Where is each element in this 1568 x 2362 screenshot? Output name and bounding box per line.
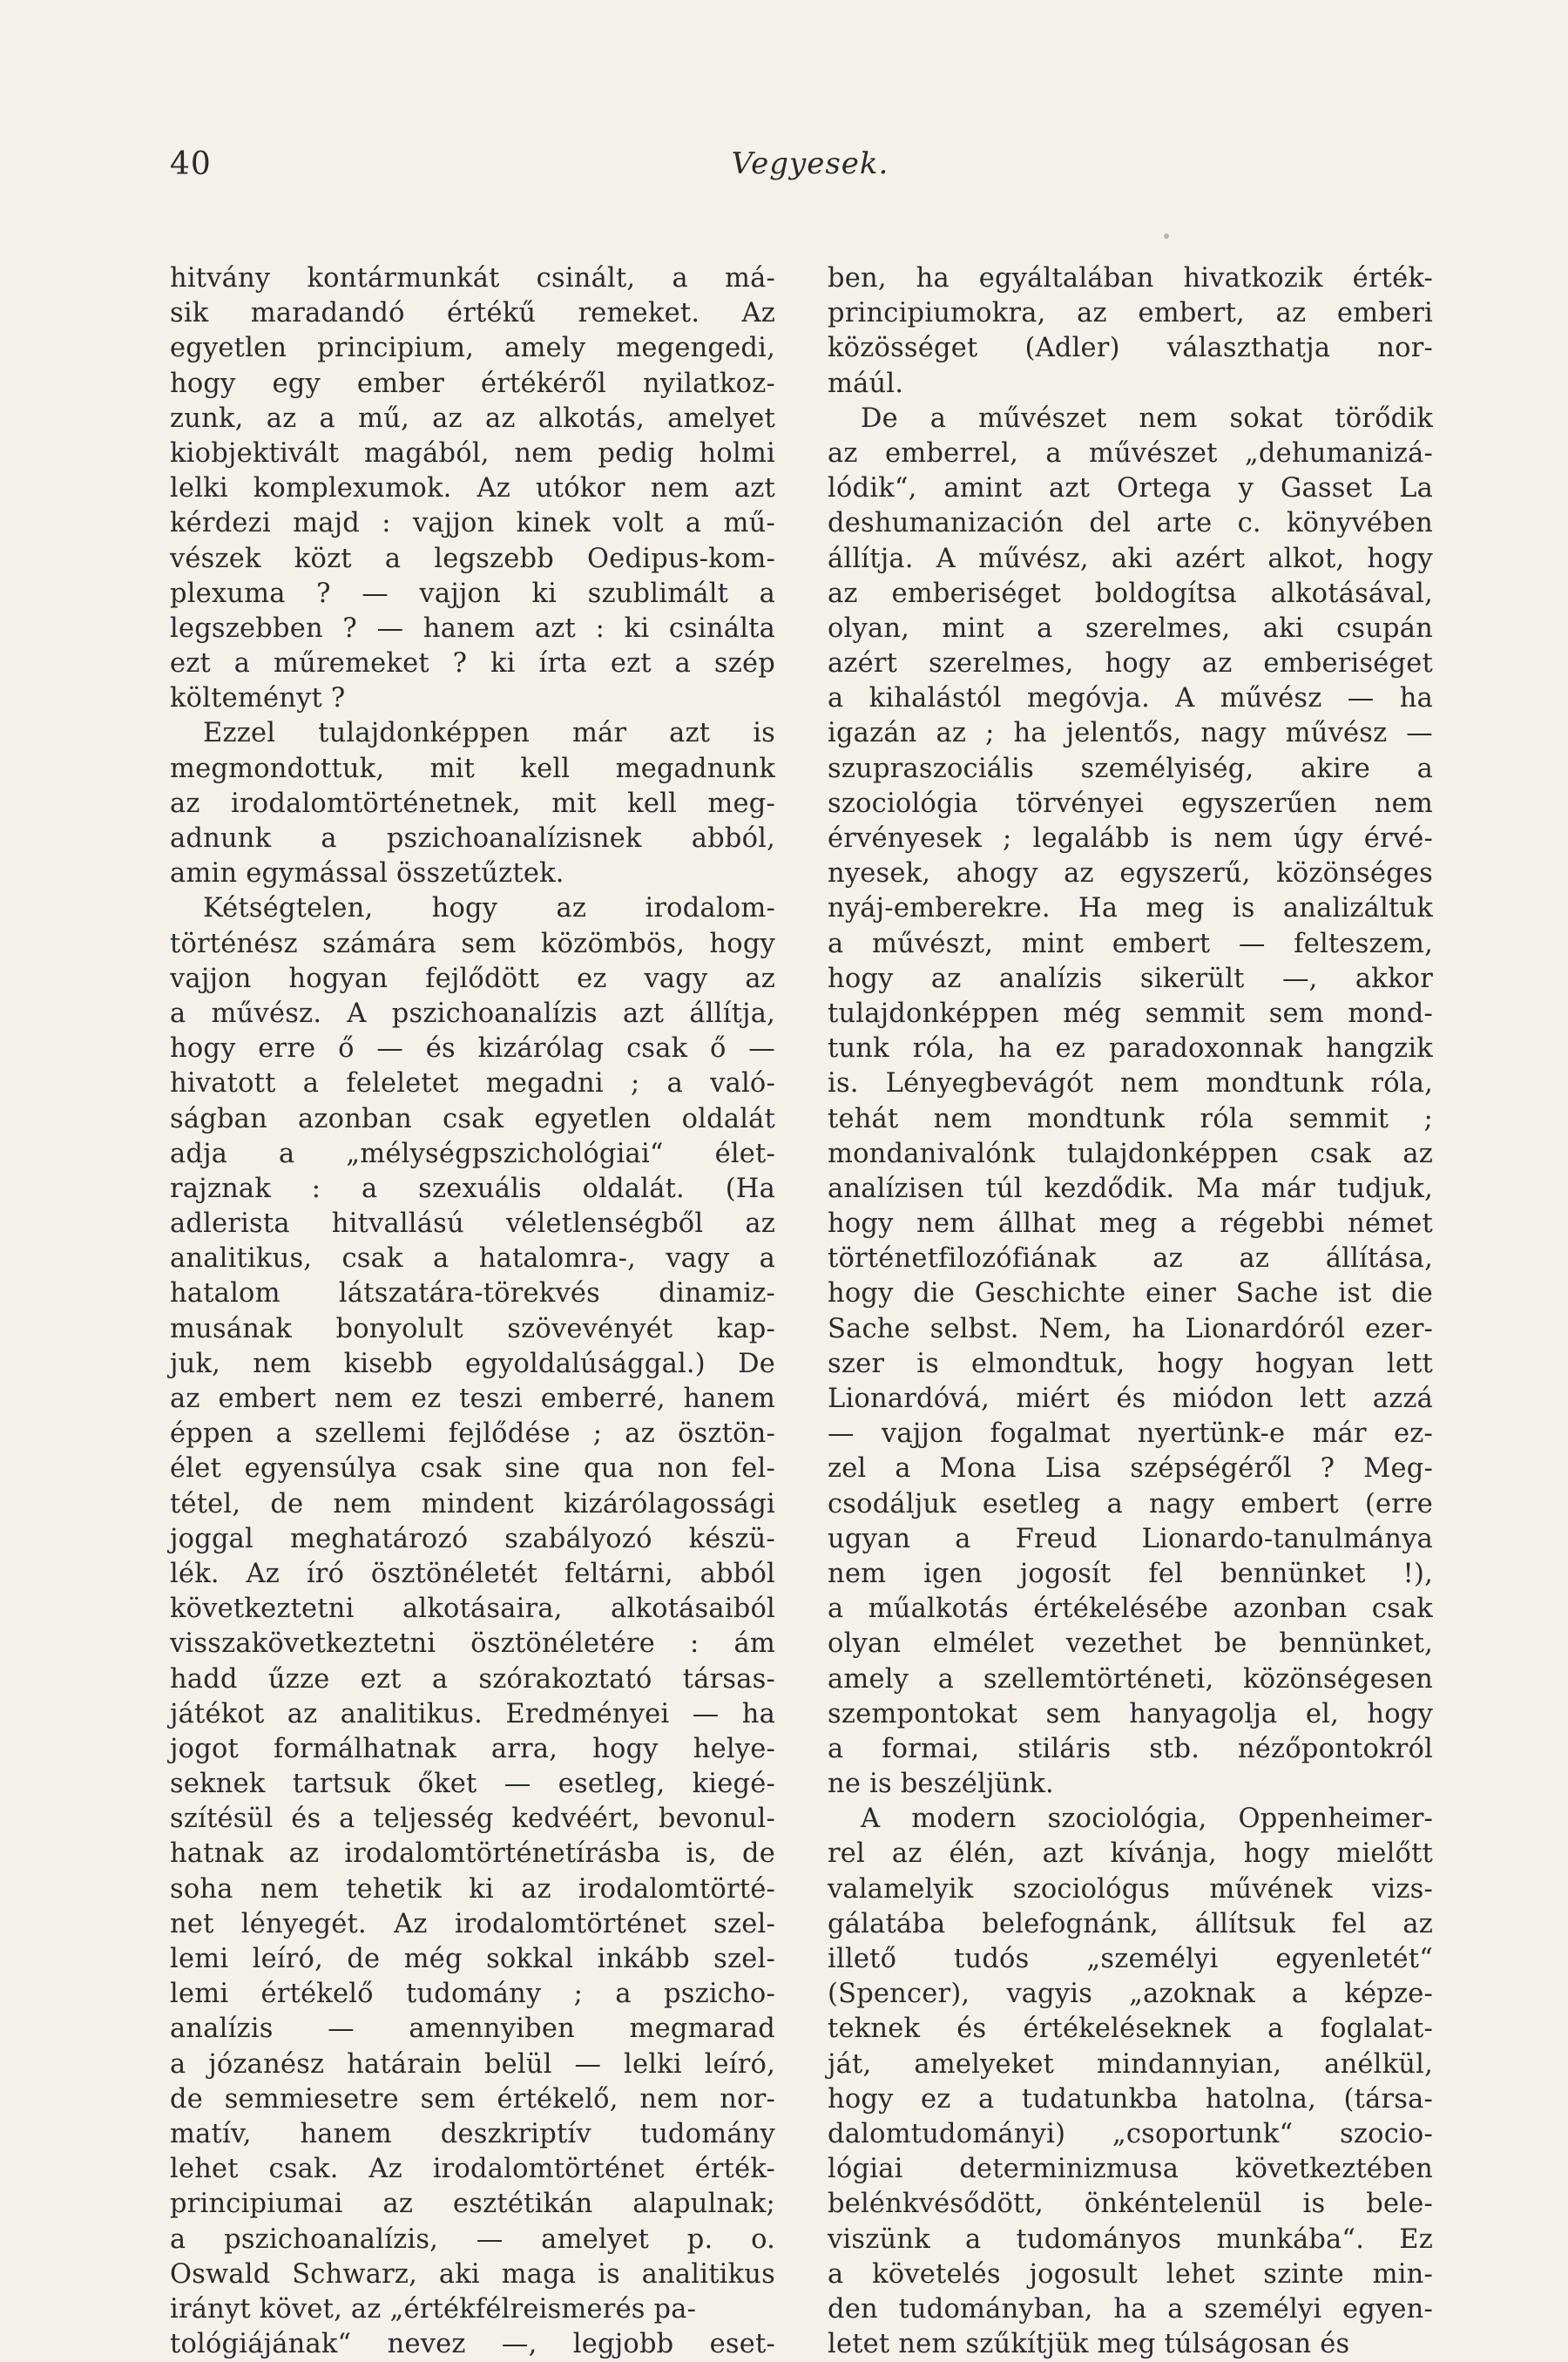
text-line: De a művészet nem sokat törődik <box>861 403 1433 434</box>
text-line: hogy ez a tudatunkba hatolna, (társa- <box>828 2083 1433 2115</box>
text-line: (Spencer), vagyis „azoknak a képze- <box>828 1979 1433 2010</box>
text-line: tunk róla, ha ez paradoxonnak hangzik <box>828 1033 1433 1065</box>
text-line: lógiai determinizmusa következtében <box>828 2154 1433 2185</box>
text-line: szer is elmondtuk, hogy hogyan lett <box>828 1348 1433 1379</box>
text-line: soha nem tehetik ki az irodalomtörté- <box>170 1873 775 1905</box>
text-line: szítésül és a teljesség kedvéért, bevonul- <box>170 1804 775 1835</box>
text-line: kérdezi majd : vajjon kinek volt a mű- <box>170 508 775 539</box>
text-line: költeményt ? <box>170 683 346 714</box>
text-line: élet egyensúlya csak sine qua non fel- <box>170 1453 775 1485</box>
text-line: hogy egy ember értékéről nyilatkoz- <box>170 368 775 399</box>
text-line: közösséget (Adler) választhatja nor- <box>828 333 1433 364</box>
text-line: Sache selbst. Nem, ha Lionardóról ezer- <box>828 1313 1433 1344</box>
text-line: hadd űzze ezt a szórakoztató társas- <box>170 1663 775 1695</box>
text-line: legszebben ? — hanem azt : ki csinálta <box>170 612 775 644</box>
text-line: Kétségtelen, hogy az irodalom- <box>203 893 775 924</box>
text-line: nyesek, ahogy az egyszerű, közönséges <box>828 858 1433 890</box>
text-line: érvényesek ; legalább is nem úgy érvé- <box>828 823 1433 854</box>
text-line: szupraszociális személyiség, akire a <box>828 753 1433 784</box>
text-line: — vajjon fogalmat nyertünk-e már ez- <box>828 1418 1433 1450</box>
text-line: joggal meghatározó szabályozó készü- <box>170 1523 775 1554</box>
text-line: játékot az analitikus. Eredményei — ha <box>170 1698 775 1729</box>
text-line: sik maradandó értékű remeket. Az <box>170 298 775 329</box>
text-line: adnunk a pszichoanalízisnek abból, <box>170 823 775 854</box>
text-line: adlerista hitvallású véletlenségből az <box>170 1208 775 1240</box>
text-line: következtetni alkotásaira, alkotásaiból <box>170 1594 775 1625</box>
text-line: analízisen túl kezdődik. Ma már tudjuk, <box>828 1173 1433 1204</box>
text-line: lehet csak. Az irodalomtörténet érték- <box>170 2154 775 2185</box>
text-line: hogy die Geschichte einer Sache ist die <box>828 1278 1433 1310</box>
text-line: viszünk a tudományos munkába“. Ez <box>828 2223 1433 2255</box>
text-line: adja a „mélységpszichológiai“ élet- <box>170 1138 775 1169</box>
text-line: lemi értékelő tudomány ; a pszicho- <box>170 1979 775 2010</box>
text-line: a művész. A pszichoanalízis azt állítja, <box>170 998 775 1029</box>
text-line: dalomtudományi) „csoportunk“ szocio- <box>828 2118 1433 2149</box>
text-line: rel az élén, azt kívánja, hogy mielőtt <box>828 1838 1433 1870</box>
text-line: Lionardóvá, miért és miódon lett azzá <box>828 1384 1433 1414</box>
left-text-column <box>170 261 775 2362</box>
text-line: vészek közt a legszebb Oedipus-kom- <box>170 543 775 574</box>
text-line: ne is beszéljünk. <box>828 1769 1054 1800</box>
text-line: a józanész határain belül — lelki leíró, <box>170 2048 775 2080</box>
text-line: analízis — amennyiben megmarad <box>170 2013 775 2045</box>
text-line: musának bonyolult szövevényét kap- <box>170 1313 775 1344</box>
text-line: lelki komplexumok. Az utókor nem azt <box>170 473 775 504</box>
text-line: hatalom látszatára-törekvés dinamiz- <box>170 1278 775 1310</box>
text-line: az emberiséget boldogítsa alkotásával, <box>828 578 1433 609</box>
text-line: nyáj-emberekre. Ha meg is analizáltuk <box>828 893 1433 924</box>
text-line: ben, ha egyáltalában hivatkozik érték- <box>828 263 1433 294</box>
text-line: ját, amelyeket mindannyian, anélkül, <box>828 2048 1433 2080</box>
text-line: máúl. <box>828 368 904 399</box>
text-line: net lényegét. Az irodalomtörténet szel- <box>170 1908 775 1939</box>
ink-speck <box>1164 233 1169 239</box>
text-line: seknek tartsuk őket — esetleg, kiegé- <box>170 1769 775 1800</box>
text-line: szociológia törvényei egyszerűen nem <box>828 788 1433 819</box>
text-line: analitikus, csak a hatalomra-, vagy a <box>170 1243 775 1275</box>
text-line: hitvány kontármunkát csinált, a má- <box>170 263 775 294</box>
text-line: den tudományban, ha a személyi egyen- <box>828 2293 1433 2325</box>
text-line: hogy az analízis sikerült —, akkor <box>828 963 1433 994</box>
text-line: ezt a műremeket ? ki írta ezt a szép <box>170 648 775 680</box>
text-line: az irodalomtörténetnek, mit kell meg- <box>170 788 775 819</box>
text-line: teknek és értékeléseknek a foglalat- <box>828 2013 1433 2045</box>
text-line: olyan elmélet vezethet be bennünket, <box>828 1628 1433 1660</box>
text-line: a művészt, mint embert — felteszem, <box>828 928 1433 959</box>
text-line: hogy nem állhat meg a régebbi német <box>828 1208 1433 1240</box>
text-line: hogy erre ő — és kizárólag csak ő — <box>170 1033 775 1065</box>
text-line: juk, nem kisebb egyoldalúsággal.) De <box>170 1348 775 1379</box>
text-line: állítja. A művész, aki azért alkot, hogy <box>828 543 1433 574</box>
text-line: éppen a szellemi fejlődése ; az ösztön- <box>170 1418 775 1450</box>
text-line: tulajdonképpen még semmit sem mond- <box>828 998 1433 1029</box>
text-line: olyan, mint a szerelmes, aki csupán <box>828 612 1433 644</box>
text-line: a kihalástól megóvja. A művész — ha <box>828 683 1433 714</box>
text-line: a követelés jogosult lehet szinte min- <box>828 2258 1433 2290</box>
text-line: A modern szociológia, Oppenheimer- <box>861 1804 1433 1835</box>
text-line: azért szerelmes, hogy az emberiséget <box>828 648 1433 680</box>
text-line: csodáljuk esetleg a nagy embert (erre <box>828 1488 1433 1519</box>
text-line: belénkvésődött, önkéntelenül is bele- <box>828 2189 1433 2220</box>
text-line: zel a Mona Lisa szépségéről ? Meg- <box>828 1453 1433 1485</box>
text-line: egyetlen principium, amely megengedi, <box>170 333 775 364</box>
text-line: jogot formálhatnak arra, hogy helye- <box>170 1733 775 1764</box>
text-line: de semmiesetre sem értékelő, nem nor- <box>170 2083 775 2115</box>
text-line: történész számára sem közömbös, hogy <box>170 928 775 959</box>
text-line: lék. Az író ösztönéletét feltárni, abból <box>170 1558 775 1589</box>
text-line: principiumai az esztétikán alapulnak; <box>170 2189 775 2220</box>
text-line: megmondottuk, mit kell megadnunk <box>170 753 775 784</box>
text-line: amin egymással összetűztek. <box>170 858 564 890</box>
text-line: vajjon hogyan fejlődött ez vagy az <box>170 963 775 994</box>
right-text-column <box>828 261 1433 2362</box>
text-line: nem igen jogosít fel bennünket !), <box>828 1558 1433 1589</box>
text-line: a formai, stiláris stb. nézőpontokról <box>828 1733 1433 1764</box>
text-line: amely a szellemtörténeti, közönségesen <box>828 1663 1433 1695</box>
text-line: Oswald Schwarz, aki maga is analitikus <box>170 2258 775 2290</box>
text-line: matív, hanem deszkriptív tudomány <box>170 2118 775 2149</box>
text-line: irányt követ, az „értékfélreismerés pa- <box>170 2293 697 2325</box>
text-line: principiumokra, az embert, az emberi <box>828 298 1433 329</box>
text-line: lemi leíró, de még sokkal inkább szel- <box>170 1944 775 1974</box>
text-line: hatnak az irodalomtörténetírásba is, de <box>170 1838 775 1870</box>
text-line: gálatába belefognánk, állítsuk fel az <box>828 1908 1433 1939</box>
text-line: visszakövetkeztetni ösztönéletére : ám <box>170 1628 775 1660</box>
page-number: 40 <box>170 146 212 182</box>
text-line: letet nem szűkítjük meg túlságosan és <box>828 2329 1350 2360</box>
text-line: zunk, az a mű, az az alkotás, amelyet <box>170 403 775 434</box>
text-line: a pszichoanalízis, — amelyet p. o. <box>170 2223 775 2255</box>
text-line: a műalkotás értékelésébe azonban csak <box>828 1594 1433 1625</box>
text-line: tológiájának“ nevez —, legjobb eset- <box>170 2329 775 2360</box>
text-line: rajznak : a szexuális oldalát. (Ha <box>170 1173 775 1204</box>
text-line: lódik“, amint azt Ortega y Gasset La <box>828 473 1433 504</box>
text-line: valamelyik szociológus művének vizs- <box>828 1873 1433 1905</box>
text-line: deshumanización del arte c. könyvében <box>828 508 1433 539</box>
text-line: Ezzel tulajdonképpen már azt is <box>203 718 775 749</box>
text-line: kiobjektivált magából, nem pedig holmi <box>170 437 775 469</box>
text-line: ugyan a Freud Lionardo-tanulmánya <box>828 1523 1433 1554</box>
text-line: az emberrel, a művészet „dehumanizá- <box>828 437 1433 469</box>
text-line: történetfilozófiának az az állítása, <box>828 1243 1433 1275</box>
text-line: igazán az ; ha jelentős, nagy művész — <box>828 718 1433 749</box>
text-line: ságban azonban csak egyetlen oldalát <box>170 1103 775 1134</box>
text-line: hivatott a feleletet megadni ; a való- <box>170 1068 775 1100</box>
text-line: plexuma ? — vajjon ki szublimált a <box>170 578 775 609</box>
text-line: is. Lényegbevágót nem mondtunk róla, <box>828 1068 1433 1100</box>
text-line: az embert nem ez teszi emberré, hanem <box>170 1384 775 1414</box>
page-header <box>170 146 1450 190</box>
text-line: illető tudós „személyi egyenletét“ <box>828 1944 1433 1974</box>
running-title: Vegyesek. <box>731 146 889 181</box>
text-line: szempontokat sem hanyagolja el, hogy <box>828 1698 1433 1729</box>
text-line: tétel, de nem mindent kizárólagossági <box>170 1488 775 1519</box>
text-line: mondanivalónk tulajdonképpen csak az <box>828 1138 1433 1169</box>
text-line: tehát nem mondtunk róla semmit ; <box>828 1103 1433 1134</box>
